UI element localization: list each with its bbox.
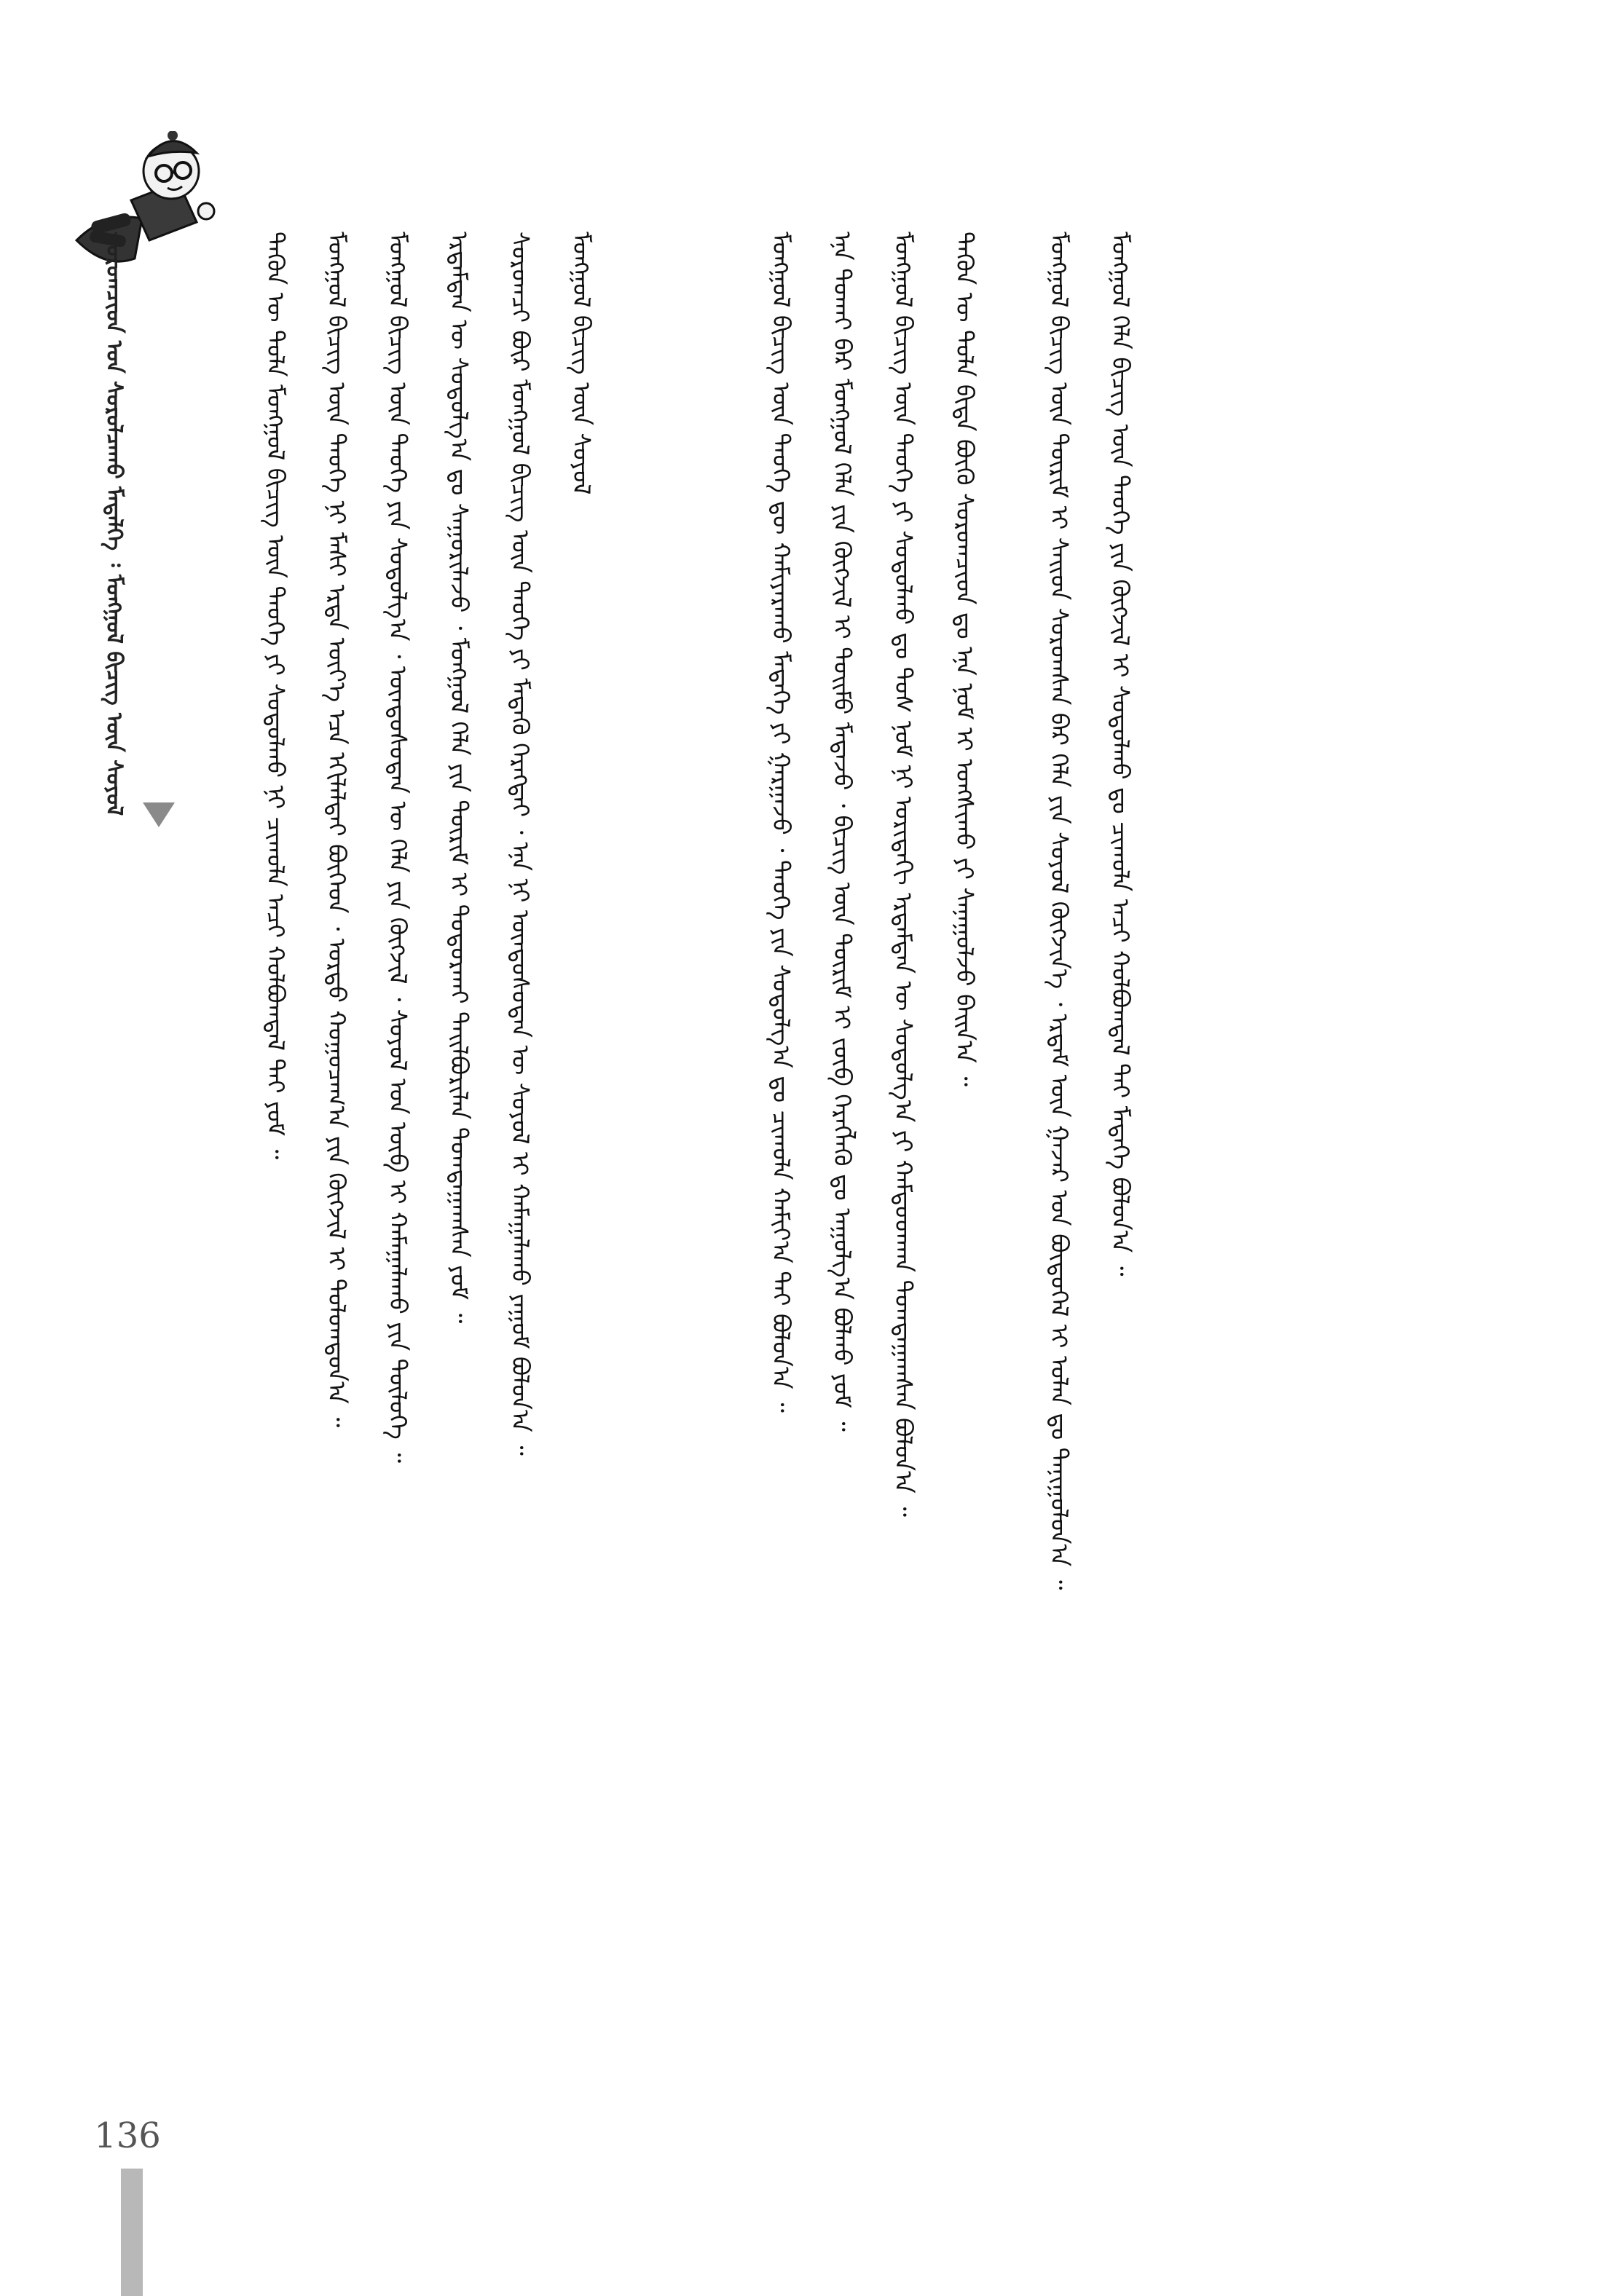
page-number: 136 [94,2115,161,2156]
running-header: ᠰᠤᠷᠤᠭᠴᠢᠳ ᠤᠨ ᠰᠤᠷᠤᠯᠴᠠᠬᠤ ᠮᠡᠳᠡᠯᠭᠡ ᠄ ᠮᠣᠩᠭᠣᠯ ᠪᠢᠴᠢᠭ ᠦᠨ ᠰᠣᠶᠣᠯ [101,232,127,816]
text-column-11: ᠮᠣᠩᠭᠣᠯ ᠪᠢᠴᠢᠭ ᠦᠨ ᠲᠡᠦᠬᠡ ᠨᠢ ᠮᠠᠰᠢ ᠡᠷᠲᠡ ᠦᠶ᠎ᠡ ᠡᠴᠡ ᠡᠬᠢᠯᠡᠯᠲᠡᠢ ᠪᠥᠭᠡᠳ ᠂ ᠤᠷᠲᠤ ᠬᠤᠭᠤᠴᠠᠭ᠎ᠠ ᠶᠢᠨ ᠬᠥᠭᠵᠢᠯ ᠢ ᠲᠤᠯᠤᠭᠳᠤᠨ᠎ᠠ ᠃ [323,232,351,1428]
text-column-5: ᠡᠨᠡ ᠲᠤᠬᠠᠢ ᠪᠠᠷ ᠮᠣᠩᠭᠣᠯ ᠬᠡᠯᠡ ᠶᠢᠨ ᠬᠥᠭᠵᠢᠯ ᠢ ᠲᠣᠢᠮᠣ ᠮᠡᠳᠡᠵᠦ ᠂ ᠪᠢᠴᠢᠭ ᠦᠨ ᠳᠦᠷᠢᠮ ᠢ ᠵᠥᠪ ᠬᠡᠷᠡᠭᠯᠡᠬᠦ ᠳᠤ ᠠᠭᠤᠯᠭ᠎ᠠ ᠪᠣᠯᠬᠤ ᠶᠤᠮ ᠃ [828,232,857,1432]
text-column-8: ᠰᠤᠷᠤᠭᠴᠢ ᠪᠦᠷ ᠮᠣᠩᠭᠣᠯ ᠪᠢᠴᠢᠭ ᠦᠨ ᠲᠡᠦᠬᠡ ᠶᠢ ᠮᠡᠳᠡᠬᠦ ᠬᠡᠷᠡᠭᠲᠡᠢ ᠂ ᠡᠨᠡ ᠨᠢ ᠦᠨᠳᠦᠰᠦᠲᠡᠨ ᠦ ᠰᠣᠶᠣᠯ ᠢ ᠬᠠᠮᠠᠭᠠᠯᠠᠬᠤ ᠶᠠᠭᠤᠮ ᠪᠣᠯᠤᠨ᠎ᠠ ᠃ [506,232,535,1456]
text-column-9: ᠡᠷᠳᠡᠮᠲᠡᠨ ᠦ ᠰᠤᠳᠤᠯᠭ᠎ᠠ ᠳᠤ ᠰᠠᠭᠤᠷᠢᠯᠠᠵᠤ ᠂ ᠮᠣᠩᠭᠣᠯ ᠬᠡᠯᠡ ᠶᠢᠨ ᠳᠦᠷᠢᠮ ᠢ ᠲᠣᠳᠣᠷᠬᠠᠢ ᠲᠠᠢᠯᠪᠤᠷᠢᠯᠠᠨ ᠲᠣᠭᠲᠠᠭᠠᠭᠰᠠᠨ ᠶᠤᠮ ᠃ [445,232,473,1324]
text-column-7: ᠮᠣᠩᠭᠣᠯ ᠪᠢᠴᠢᠭ ᠦᠨ ᠰᠣᠶᠣᠯ [567,232,596,495]
text-column-4: ᠮᠣᠩᠭᠣᠯ ᠪᠢᠴᠢᠭ ᠦᠨ ᠲᠡᠦᠬᠡ ᠶᠢ ᠰᠤᠳᠤᠯᠬᠤ ᠳᠤ ᠲᠤᠰ ᠨᠣᠮ ᠨᠢ ᠤᠷᠢᠳᠠᠬᠢ ᠡᠷᠳᠡᠮᠲᠡᠨ ᠦ ᠰᠤᠳᠤᠯᠭ᠎ᠠ ᠶᠢ ᠬᠠᠮᠲᠤᠳᠬᠠᠨ ᠲᠣᠭᠲᠠᠭᠠᠭᠰᠠᠨ ᠪᠣᠯᠤᠨ᠎ᠠ ᠃ [889,232,918,1517]
text-column-12: ᠲᠡᠭᠦᠨ ᠦ ᠲᠤᠯᠠ ᠮᠣᠩᠭᠣᠯ ᠪᠢᠴᠢᠭ ᠦᠨ ᠲᠡᠦᠬᠡ ᠶᠢ ᠰᠤᠳᠤᠯᠬᠤ ᠨᠢ ᠴᠢᠬᠤᠯᠠ ᠠᠴᠢ ᠬᠣᠯᠪᠣᠭᠳᠠᠯ ᠲᠠᠢ ᠶᠤᠮ ᠃ [261,232,290,1160]
text-column-2: ᠮᠣᠩᠭᠣᠯ ᠪᠢᠴᠢᠭ ᠦᠨ ᠳᠦᠷᠢᠮ ᠢ ᠰᠠᠢᠳ ᠰᠤᠷᠤᠭᠰᠠᠨ ᠪᠠᠷ ᠬᠡᠯᠡ ᠶᠢᠨ ᠰᠣᠶᠣᠯ ᠬᠥᠭᠵᠢᠨ᠎ᠡ ᠂ ᠡᠷᠳᠡᠮ ᠦᠨ ᠭᠠᠵᠠᠷ ᠤᠨ ᠪᠦᠲᠦᠭᠡᠯ ᠢ ᠣᠯᠠᠨ ᠳᠤ ᠲᠠᠨᠢᠭᠤᠯᠤᠨ᠎ᠠ ᠃ [1045,232,1074,1590]
page-edge-bar [121,2169,143,2296]
header-arrow-icon [143,802,175,827]
text-column-1: ᠮᠣᠩᠭᠣᠯ ᠬᠡᠯᠡ ᠪᠢᠴᠢᠭ ᠦᠨ ᠲᠡᠦᠬᠡ ᠶᠢᠨ ᠬᠥᠭᠵᠢᠯ ᠢ ᠰᠤᠳᠤᠯᠬᠤ ᠳᠤ ᠴᠢᠬᠤᠯᠠ ᠠᠴᠢ ᠬᠣᠯᠪᠣᠭᠳᠠᠯ ᠲᠠᠢ ᠮᠡᠳᠡᠭᠡ ᠪᠣᠯᠤᠨ᠎ᠠ ᠃ [1106,232,1135,1277]
text-column-3: ᠲᠡᠭᠦᠨ ᠦ ᠲᠤᠯᠠ ᠪᠢᠳᠡ ᠪᠦᠬᠦ ᠰᠤᠷᠤᠭᠴᠢᠳ ᠳᠤ ᠡᠨᠡ ᠨᠣᠮ ᠢ ᠤᠩᠰᠢᠬᠤ ᠶᠢ ᠰᠠᠨᠠᠭᠤᠯᠵᠤ ᠪᠠᠢᠨ᠎ᠠ ᠃ [951,232,979,1086]
text-column-6: ᠮᠣᠩᠭᠣᠯ ᠪᠢᠴᠢᠭ ᠦᠨ ᠲᠡᠦᠬᠡ ᠳᠦ ᠬᠠᠮᠢᠶᠠᠷᠠᠬᠤ ᠮᠡᠳᠡᠭᠡ ᠶᠢ ᠭᠠᠷᠭᠠᠵᠤ ᠂ ᠲᠡᠦᠬᠡ ᠶᠢᠨ ᠰᠤᠳᠤᠯᠭ᠎ᠠ ᠳᠤ ᠴᠢᠬᠤᠯᠠ ᠬᠠᠮᠢᠶ᠎ᠠ ᠲᠠᠢ ᠪᠣᠯᠤᠨ᠎ᠠ ᠃ [767,232,795,1413]
text-column-10: ᠮᠣᠩᠭᠣᠯ ᠪᠢᠴᠢᠭ ᠦᠨ ᠲᠡᠦᠬᠡ ᠶᠢᠨ ᠰᠤᠳᠤᠯᠭ᠎ᠠ ᠂ ᠦᠨᠳᠦᠰᠦᠲᠡᠨ ᠦ ᠬᠡᠯᠡ ᠶᠢᠨ ᠬᠥᠭᠵᠢᠯ ᠂ ᠰᠣᠶᠣᠯ ᠤᠨ ᠥᠪ ᠢ ᠬᠠᠮᠠᠭᠠᠯᠠᠬᠤ ᠶᠢᠨ ᠲᠥᠯᠦᠭᠡ ᠃ [384,232,412,1463]
